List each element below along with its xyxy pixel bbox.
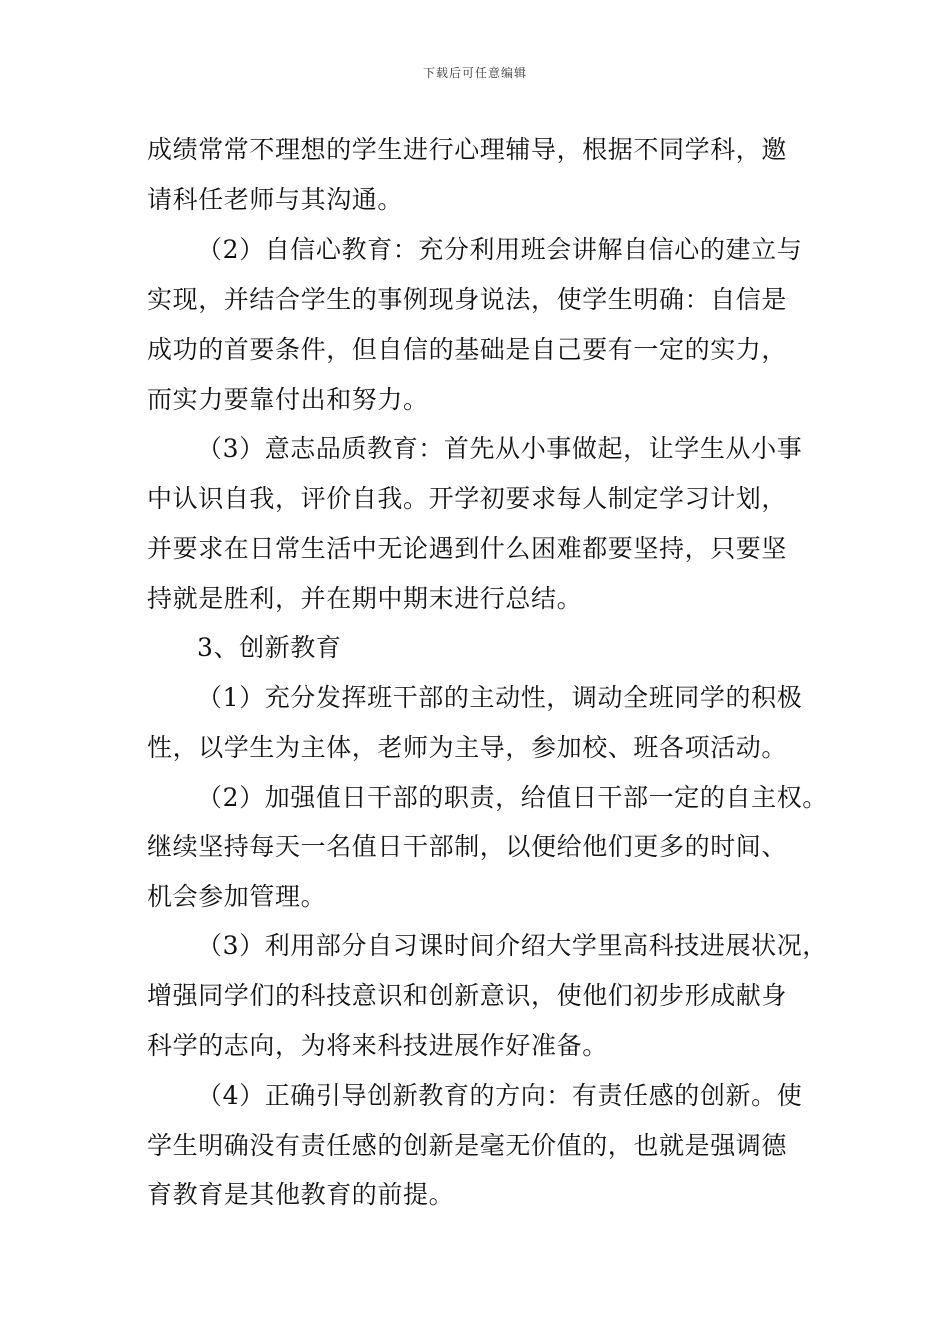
text-line: 持就是胜利，并在期中期末进行总结。 — [147, 584, 583, 613]
header-note: 下载后可任意编辑 — [422, 66, 527, 80]
text-line: 并要求在日常生活中无论遇到什么困难都要坚持，只要坚 — [147, 534, 788, 563]
paragraph-line: （2）自信心教育：充分利用班会讲解自信心的建立与 — [197, 235, 803, 264]
text-line: 成绩常常不理想的学生进行心理辅导，根据不同学科，邀 — [147, 135, 788, 164]
text-line: 请科任老师与其沟通。 — [147, 185, 404, 214]
section-heading: 3、创新教育 — [197, 633, 342, 662]
text-line: 性，以学生为主体，老师为主导，参加校、班各项活动。 — [147, 733, 788, 762]
text-line: 继续坚持每天一名值日干部制，以便给他们更多的时间、 — [147, 832, 788, 861]
paragraph-line: （4）正确引导创新教育的方向：有责任感的创新。使 — [197, 1081, 803, 1110]
text-line: 机会参加管理。 — [147, 882, 327, 911]
text-line: 增强同学们的科技意识和创新意识，使他们初步形成献身 — [147, 981, 788, 1010]
paragraph-line: （2）加强值日干部的职责，给值日干部一定的自主权。 — [197, 783, 828, 812]
paragraph-line: （1）充分发挥班干部的主动性，调动全班同学的积极 — [197, 683, 803, 712]
text-line: 实现，并结合学生的事例现身说法，使学生明确：自信是 — [147, 285, 788, 314]
text-line: 中认识自我，评价自我。开学初要求每人制定学习计划， — [147, 484, 788, 513]
text-line: 学生明确没有责任感的创新是毫无价值的，也就是强调德 — [147, 1131, 788, 1160]
text-line: 科学的志向，为将来科技进展作好准备。 — [147, 1031, 608, 1060]
text-line: 成功的首要条件，但自信的基础是自己要有一定的实力， — [147, 335, 788, 364]
text-line: 而实力要靠付出和努力。 — [147, 385, 429, 414]
paragraph-line: （3）利用部分自习课时间介绍大学里高科技进展状况， — [197, 931, 828, 960]
paragraph-line: （3）意志品质教育：首先从小事做起，让学生从小事 — [197, 434, 803, 463]
text-line: 育教育是其他教育的前提。 — [147, 1180, 455, 1209]
